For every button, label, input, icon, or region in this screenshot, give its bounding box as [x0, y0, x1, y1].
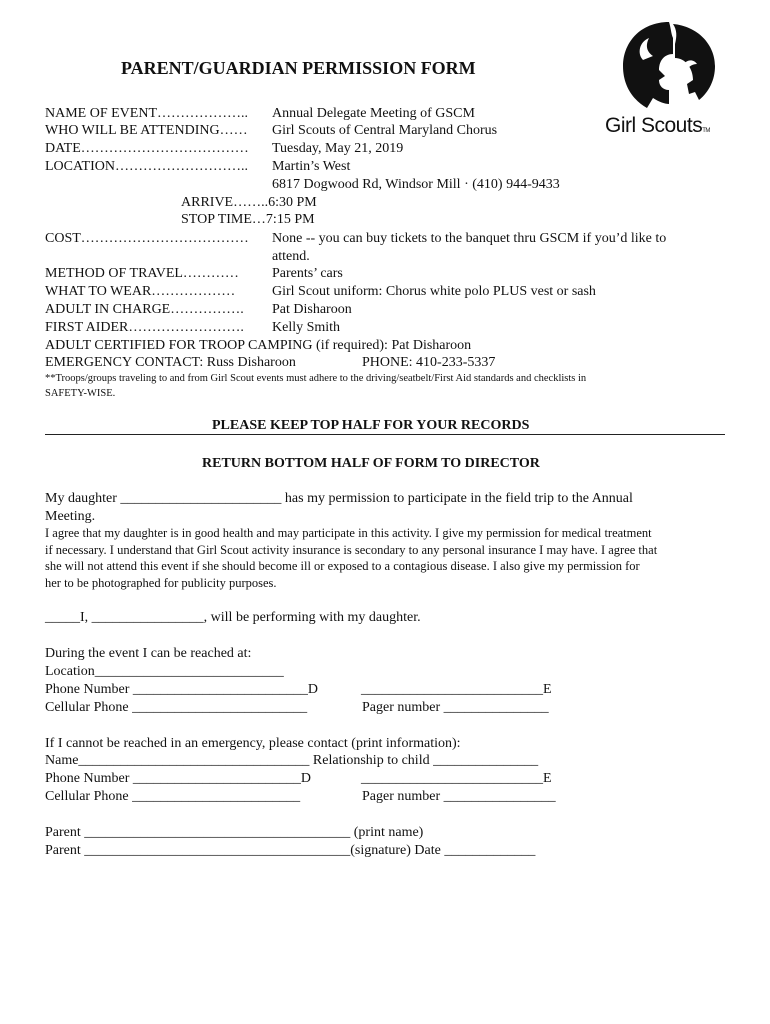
- reach-heading: During the event I can be reached at:: [45, 646, 252, 661]
- emergency-contact-label: EMERGENCY CONTACT: Russ Disharoon: [45, 355, 296, 370]
- first-aider-value: Kelly Smith: [272, 320, 341, 335]
- arrive-time: ARRIVE……..6:30 PM: [181, 195, 317, 210]
- date-value: Tuesday, May 21, 2019: [272, 141, 404, 156]
- reach-location: Location___________________________: [45, 664, 284, 679]
- location-address: 6817 Dogwood Rd, Windsor Mill · (410) 944-9433: [272, 177, 560, 192]
- date-label: DATE………………………………: [45, 141, 249, 156]
- reach-cell: Cellular Phone _________________________: [45, 700, 308, 715]
- adult-value: Pat Disharoon: [272, 302, 352, 317]
- attending-label: WHO WILL BE ATTENDING……: [45, 123, 248, 138]
- permission-line: My daughter _______________________ has my permission to participate in the field trip to the Annual: [45, 491, 633, 506]
- reach-phone-e: __________________________E: [361, 682, 552, 697]
- emergency-pager: Pager number ________________: [362, 789, 556, 804]
- emergency-heading: If I cannot be reached in an emergency, please contact (print information):: [45, 736, 461, 751]
- reach-pager: Pager number _______________: [362, 700, 549, 715]
- keep-records-heading: PLEASE KEEP TOP HALF FOR YOUR RECORDS: [212, 418, 530, 433]
- parent-signature: Parent ______________________________________(signature) Date _____________: [45, 843, 536, 858]
- return-heading: RETURN BOTTOM HALF OF FORM TO DIRECTOR: [202, 456, 540, 471]
- agreement-text-1: I agree that my daughter is in good health and may participate in this activity. I give my permission for medical treatment: [45, 526, 652, 540]
- emergency-cell: Cellular Phone ________________________: [45, 789, 301, 804]
- form-title: PARENT/GUARDIAN PERMISSION FORM: [121, 58, 476, 78]
- agreement-text-3: she will not attend this event if she should become ill or exposed to a contagious disease. I also give my permission for: [45, 559, 640, 573]
- emergency-phone: PHONE: 410-233-5337: [362, 355, 496, 370]
- parent-print-name: Parent ______________________________________ (print name): [45, 825, 424, 840]
- cost-label: COST………………………………: [45, 231, 249, 246]
- adult-label: ADULT IN CHARGE…………….: [45, 302, 244, 317]
- permission-line-cont: Meeting.: [45, 509, 96, 524]
- girl-scouts-logo: [605, 20, 725, 140]
- location-label: LOCATION………………………..: [45, 159, 248, 174]
- cost-value-cont: attend.: [272, 249, 310, 264]
- location-value: Martin’s West: [272, 159, 351, 174]
- first-aider-label: FIRST AIDER…………………….: [45, 320, 244, 335]
- event-label: NAME OF EVENT………………..: [45, 106, 248, 121]
- emergency-phone-e: __________________________E: [361, 771, 552, 786]
- attending-value: Girl Scouts of Central Maryland Chorus: [272, 123, 498, 138]
- agreement-text-2: if necessary. I understand that Girl Scout activity insurance is secondary to any personal insurance I may have. I agree that: [45, 543, 658, 557]
- logo-trademark: TM: [702, 128, 710, 134]
- wear-value: Girl Scout uniform: Chorus white polo PLUS vest or sash: [272, 284, 596, 299]
- stop-time: STOP TIME…7:15 PM: [181, 212, 315, 227]
- reach-phone: Phone Number _________________________D: [45, 682, 318, 697]
- safety-note: **Troops/groups traveling to and from Girl Scout events must adhere to the driving/seatbelt/First Aid standards and checklists in: [45, 373, 587, 384]
- camping-line: ADULT CERTIFIED FOR TROOP CAMPING (if required): Pat Disharoon: [45, 338, 472, 353]
- safety-note-cont: SAFETY-WISE.: [45, 388, 116, 399]
- event-value: Annual Delegate Meeting of GSCM: [272, 106, 475, 121]
- divider-line: [45, 434, 725, 435]
- emergency-phone-line: Phone Number ________________________D: [45, 771, 311, 786]
- travel-value: Parents’ cars: [272, 266, 343, 281]
- agreement-text-4: her to be photographed for publicity purposes.: [45, 576, 277, 590]
- trefoil-profiles-icon: [613, 20, 725, 115]
- travel-label: METHOD OF TRAVEL…………: [45, 266, 239, 281]
- logo-wordmark: Girl Scouts: [605, 114, 703, 137]
- cost-value: None -- you can buy tickets to the banquet thru GSCM if you’d like to: [272, 231, 667, 246]
- performing-line: _____I, ________________, will be performing with my daughter.: [45, 610, 421, 625]
- wear-label: WHAT TO WEAR………………: [45, 284, 236, 299]
- emergency-name: Name_________________________________ Relationship to child _______________: [45, 753, 539, 768]
